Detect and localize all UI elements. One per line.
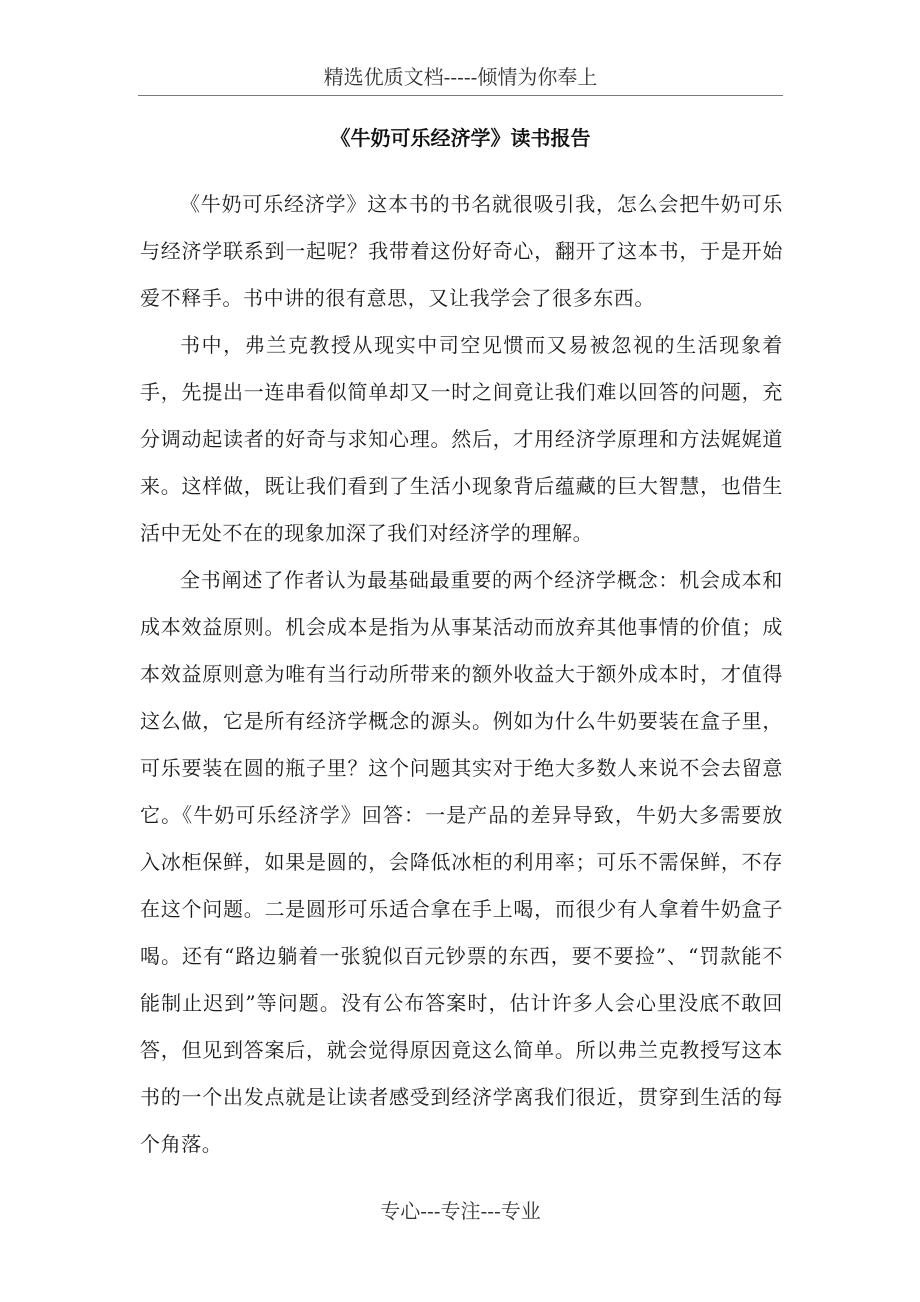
document-title: 《牛奶可乐经济学》读书报告 <box>330 126 591 150</box>
paragraph: 《牛奶可乐经济学》这本书的书名就很吸引我，怎么会把牛奶可乐与经济学联系到一起呢？我带着这份好奇心，翻开了这本书，于是开始爱不释手。书中讲的很有意思，又让我学会了很多东西。 <box>140 192 783 310</box>
header-divider <box>138 95 783 96</box>
paragraph: 全书阐述了作者认为最基础最重要的两个经济学概念：机会成本和成本效益原则。机会成本是指为从事某活动而放弃其他事情的价值；成本效益原则意为唯有当行动所带来的额外收益大于额外成本时，才值得这么做，它是所有经济学概念的源头。例如为什么牛奶要装在盒子里，可乐要装在圆的瓶子里？这个问题其实对于绝大多数人来说不会去留意它。《牛奶可乐经济学》回答：一是产品的差异导致，牛奶大多需要放入冰柜保鲜，如果是圆的，会降低冰柜的利用率；可乐不需保鲜，不存在这个问题。二是圆形可乐适合拿在手上喝，而很少有人拿着牛奶盒子喝。还有“路边躺着一张貌似百元钞票的东西，要不要捡”、“罚款能不能制止迟到”等问题。没有公布答案时，估计许多人会心里没底不敢回答，但见到答案后，就会觉得原因竟这么简单。所以弗兰克教授写这本书的一个出发点就是让读者感受到经济学离我们很近，贯穿到生活的每个角落。 <box>140 568 783 1156</box>
document-body <box>140 181 783 1168</box>
paragraph: 书中，弗兰克教授从现实中司空见惯而又易被忽视的生活现象着手，先提出一连串看似简单却又一时之间竟让我们难以回答的问题，充分调动起读者的好奇与求知心理。然后，才用经济学原理和方法娓娓道来。这样做，既让我们看到了生活小现象背后蕴藏的巨大智慧，也借生活中无处不在的现象加深了我们对经济学的理解。 <box>140 333 783 545</box>
page-footer: 专心---专注---专业 <box>380 1199 541 1223</box>
page-header: 精选优质文档-----倾情为你奉上 <box>323 65 598 89</box>
